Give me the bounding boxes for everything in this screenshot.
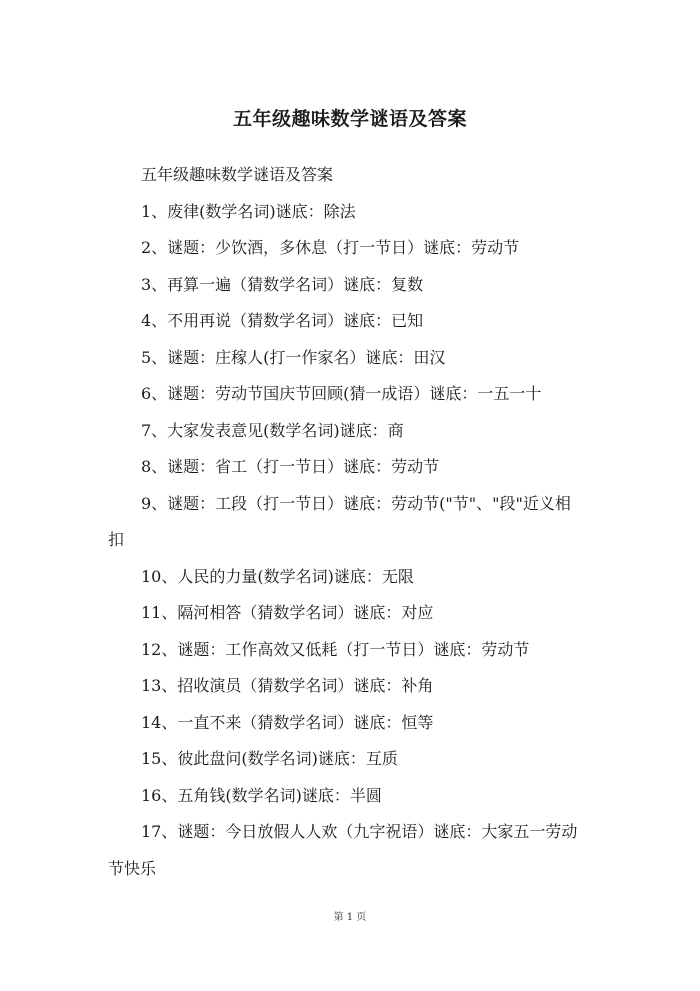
riddle-item-11: 11、隔河相答（猜数学名词）谜底：对应 <box>141 603 434 622</box>
riddle-item-13: 13、招收演员（猜数学名词）谜底：补角 <box>141 676 434 695</box>
page-number: 第 1 页 <box>333 912 367 923</box>
riddle-item-10: 10、人民的力量(数学名词)谜底：无限 <box>141 566 414 586</box>
riddle-item-5: 5、谜题：庄稼人(打一作家名）谜底：田汉 <box>141 347 446 367</box>
riddle-item-8: 8、谜题：省工（打一节日）谜底：劳动节 <box>141 457 440 476</box>
riddle-item-2: 2、谜题：少饮酒，多休息（打一节日）谜底：劳动节 <box>141 238 520 257</box>
riddle-item-15: 15、彼此盘问(数学名词)谜底：互质 <box>141 749 398 768</box>
intro-heading: 五年级趣味数学谜语及答案 <box>141 165 334 184</box>
riddle-item-7: 7、大家发表意见(数学名词)谜底：商 <box>141 420 404 440</box>
riddle-item-12: 12、谜题：工作高效又低耗（打一节日）谜底：劳动节 <box>141 639 530 659</box>
riddle-item-4: 4、不用再说（猜数学名词）谜底：已知 <box>141 311 424 330</box>
riddle-item-16: 16、五角钱(数学名词)谜底：半圆 <box>141 785 382 805</box>
document-body <box>108 157 586 887</box>
riddle-item-1: 1、废律(数学名词)谜底：除法 <box>141 201 356 221</box>
riddle-item-14: 14、一直不来（猜数学名词）谜底：恒等 <box>141 712 434 732</box>
document-title: 五年级趣味数学谜语及答案 <box>232 108 467 130</box>
riddle-item-9: 9、谜题：工段（打一节日）谜底：劳动节("节"、"段"近义相扣 <box>108 493 571 549</box>
riddle-item-3: 3、再算一遍（猜数学名词）谜底：复数 <box>141 274 424 294</box>
riddle-item-6: 6、谜题：劳动节国庆节回顾(猜一成语）谜底：一五一十 <box>141 384 542 403</box>
riddle-item-17: 17、谜题：今日放假人人欢（九字祝语）谜底：大家五一劳动节快乐 <box>108 822 578 878</box>
